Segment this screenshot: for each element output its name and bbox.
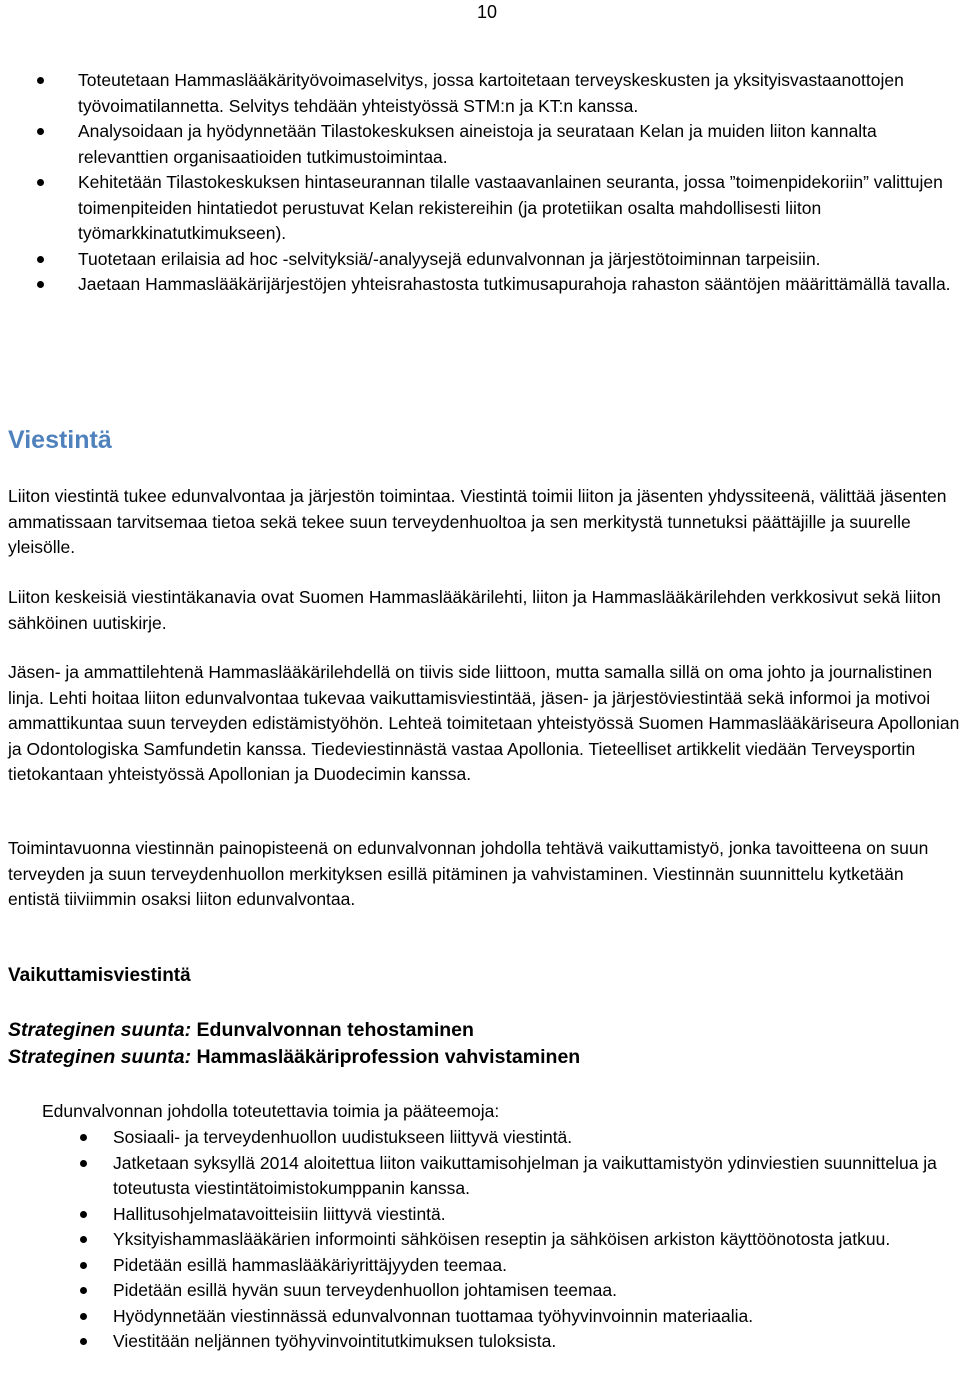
list-item xyxy=(0,68,960,119)
list-item xyxy=(0,272,960,298)
list-item xyxy=(0,1329,960,1355)
strategy-line xyxy=(8,1016,474,1044)
strategy-label: Strateginen suunta: xyxy=(8,1019,192,1041)
list-item-text: Jatketaan syksyllä 2014 aloitettua liiton vaikuttamisohjelman ja vaikuttamistyön ydinviestien suunnittelua ja toteutusta viestintätoimistokumppanin kanssa. xyxy=(113,1152,937,1198)
list-item xyxy=(0,1304,960,1330)
paragraph: Liiton viestintä tukee edunvalvontaa ja järjestön toimintaa. Viestintä toimii liiton ja jäsenten yhdyssiteenä, välittää jäsenten ammatissaan tarvitsemaa tietoa sekä tekee suun terveydenhuoltoa ja sen merkitystä tunnetuksi päättäjille ja suurelle yleisölle. xyxy=(8,486,947,557)
bullet-icon xyxy=(37,128,44,135)
list-item xyxy=(0,1227,960,1253)
bullet-icon xyxy=(80,1313,87,1320)
list-item-text: Sosiaali- ja terveydenhuollon uudistukseen liittyvä viestintä. xyxy=(113,1127,573,1147)
bullet-icon xyxy=(80,1262,87,1269)
bullet-icon xyxy=(37,179,44,186)
strategy-label: Strateginen suunta: xyxy=(8,1046,192,1068)
list-item-text: Hyödynnetään viestinnässä edunvalvonnan tuottamaa työhyvinvoinnin materiaalia. xyxy=(113,1305,754,1326)
top-bullet-list xyxy=(0,68,960,298)
bullet-icon xyxy=(37,77,44,84)
list-item-text: Pidetään esillä hammaslääkäriyrittäjyyden teemaa. xyxy=(113,1254,507,1275)
strategy-line xyxy=(8,1043,580,1071)
list-item-text: Viestitään neljännen työhyvinvointitutkimuksen tuloksista. xyxy=(113,1331,557,1351)
bullet-icon xyxy=(37,256,44,263)
bullet-icon xyxy=(80,1134,87,1141)
bullet-icon xyxy=(80,1338,87,1345)
subsection-heading: Vaikuttamisviestintä xyxy=(8,965,191,986)
list-item-text: Jaetaan Hammaslääkärijärjestöjen yhteisrahastosta tutkimusapurahoja rahaston sääntöjen määrittämällä tavalla. xyxy=(78,274,951,294)
list-item-text: Yksityishammaslääkärien informointi sähköisen reseptin ja sähköisen arkiston käyttöönotosta jatkuu. xyxy=(113,1229,891,1249)
list-item-text: Pidetään esillä hyvän suun terveydenhuollon johtamisen teemaa. xyxy=(113,1280,617,1300)
list-item xyxy=(0,1278,960,1304)
bullet-icon xyxy=(80,1287,87,1294)
list-item-text: Tuotetaan erilaisia ad hoc -selvityksiä/-analyysejä edunvalvonnan ja järjestötoiminnan tarpeisiin. xyxy=(78,248,821,269)
bullet-icon xyxy=(80,1160,87,1167)
paragraph: Toimintavuonna viestinnän painopisteenä on edunvalvonnan johdolla tehtävä vaikuttamistyö, jonka tavoitteena on suun terveyden ja suun terveydenhuollon merkityksen esillä pitäminen ja vahvistaminen. Viestinnän suunnittelu kytketään entistä tiiviimmin osaksi liiton edunvalvontaa. xyxy=(8,838,929,909)
strategy-value: Hammaslääkäriprofession vahvistaminen xyxy=(196,1046,581,1068)
list-item xyxy=(0,1151,960,1202)
list-item-text: Kehitetään Tilastokeskuksen hintaseurannan tilalle vastaavanlainen seuranta, jossa ”toimenpidekoriin” valittujen toimenpiteiden hintatiedot perustuvat Kelan rekistereihin (ja protetiikan osalta mahdollisesti liiton työmarkkinatutkimukseen). xyxy=(78,172,943,243)
bullet-icon xyxy=(37,281,44,288)
list-item xyxy=(0,1202,960,1228)
bullet-icon xyxy=(80,1211,87,1218)
list-item-text: Hallitusohjelmatavoitteisiin liittyvä viestintä. xyxy=(113,1203,446,1224)
page-number: 10 xyxy=(476,2,498,22)
list-item xyxy=(0,1253,960,1279)
list-item-text: Toteutetaan Hammaslääkärityövoimaselvitys, jossa kartoitetaan terveyskeskusten ja yksityisvastaanottojen työvoimatilannetta. Selvitys tehdään yhteistyössä STM:n ja KT:n kanssa. xyxy=(78,70,904,116)
intro-text: Edunvalvonnan johdolla toteutettavia toimia ja pääteemoja: xyxy=(42,1101,500,1121)
strategy-value: Edunvalvonnan tehostaminen xyxy=(196,1019,474,1041)
list-item xyxy=(0,1125,960,1151)
paragraph: Liiton keskeisiä viestintäkanavia ovat Suomen Hammaslääkärilehti, liiton ja Hammaslääkärilehden verkkosivut sekä liiton sähköinen uutiskirje. xyxy=(8,587,941,633)
list-item-text: Analysoidaan ja hyödynnetään Tilastokeskuksen aineistoja ja seurataan Kelan ja muiden liiton kannalta relevanttien organisaatioiden tutkimustoimintaa. xyxy=(78,121,877,167)
list-item xyxy=(0,247,960,273)
bottom-bullet-list xyxy=(0,1125,960,1355)
list-item xyxy=(0,170,960,247)
section-heading: Viestintä xyxy=(8,426,112,454)
list-item xyxy=(0,119,960,170)
bullet-icon xyxy=(80,1236,87,1243)
paragraph: Jäsen- ja ammattilehtenä Hammaslääkärilehdellä on tiivis side liittoon, mutta samalla sillä on oma johto ja journalistinen linja. Lehti hoitaa liiton edunvalvontaa tukevaa vaikuttamisviestintää, jäsen- ja järjestöviestintää sekä informoi ja motivoi ammattikuntaa suun terveyden edistämistyöhön. Lehteä toimitetaan yhteistyössä Suomen Hammaslääkäriseura Apollonian ja Odontologiska Samfundetin kanssa. Tiedeviestinnästä vastaa Apollonia. Tieteelliset artikkelit viedään Terveysportin tietokantaan yhteistyössä Apollonian ja Duodecimin kanssa. xyxy=(8,662,960,784)
